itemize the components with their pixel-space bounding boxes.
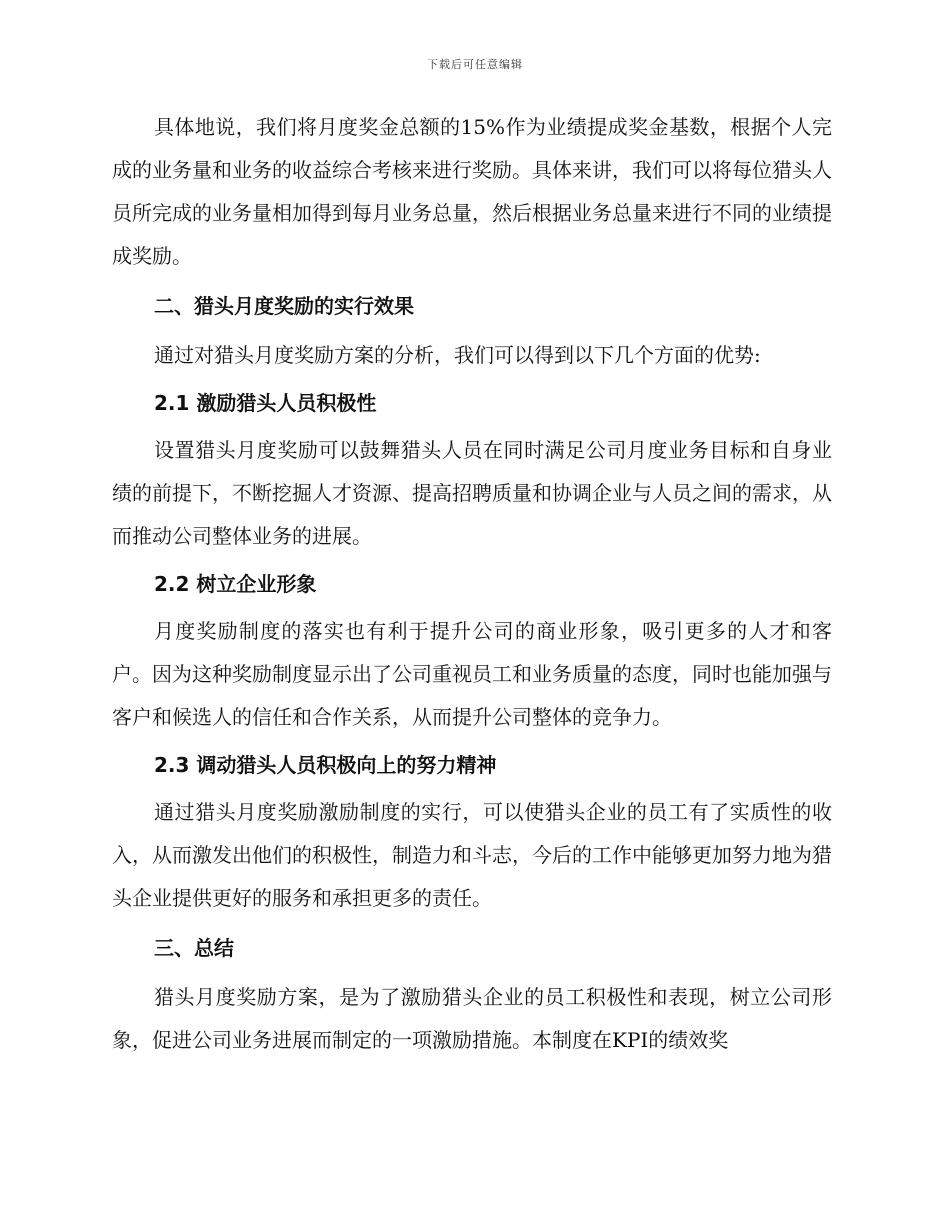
subsection-heading-2-2: 2.2 树立企业形象 <box>154 572 317 596</box>
document-body <box>112 106 832 1062</box>
paragraph-effort-spirit: 通过猎头月度奖励激励制度的实行，可以使猎头企业的员工有了实质性的收入，从而激发出他们的积极性，制造力和斗志，今后的工作中能够更加努力地为猎头企业提供更好的服务和承担更多的责任。 <box>112 800 832 910</box>
paragraph-summary: 猎头月度奖励方案，是为了激励猎头企业的员工积极性和表现，树立公司形象，促进公司业务进展而制定的一项激励措施。本制度在KPI的绩效奖 <box>112 985 832 1052</box>
section-heading-summary: 三、总结 <box>154 936 234 960</box>
subsection-heading-2-3: 2.3 调动猎头人员积极向上的努力精神 <box>154 753 497 777</box>
paragraph-corporate-image: 月度奖励制度的落实也有利于提升公司的商业形象，吸引更多的人才和客户。因为这种奖励制度显示出了公司重视员工和业务质量的态度，同时也能加强与客户和候选人的信任和合作关系，从而提升公司整体的竞争力。 <box>112 619 832 729</box>
paragraph-performance-bonus: 具体地说，我们将月度奖金总额的15%作为业绩提成奖金基数，根据个人完成的业务量和业务的收益综合考核来进行奖励。具体来讲，我们可以将每位猎头人员所完成的业务量相加得到每月业务总量，然后根据业务总量来进行不同的业绩提成奖励。 <box>112 115 832 268</box>
section-heading-effects: 二、猎头月度奖励的实行效果 <box>154 294 414 318</box>
page-header: 下载后可任意编辑 <box>427 58 523 71</box>
paragraph-advantages-intro: 通过对猎头月度奖励方案的分析，我们可以得到以下几个方面的优势: <box>154 343 761 367</box>
paragraph-motivation: 设置猎头月度奖励可以鼓舞猎头人员在同时满足公司月度业务目标和自身业绩的前提下，不断挖掘人才资源、提高招聘质量和协调企业与人员之间的需求，从而推动公司整体业务的进展。 <box>112 438 832 548</box>
subsection-heading-2-1: 2.1 激励猎头人员积极性 <box>154 391 377 415</box>
